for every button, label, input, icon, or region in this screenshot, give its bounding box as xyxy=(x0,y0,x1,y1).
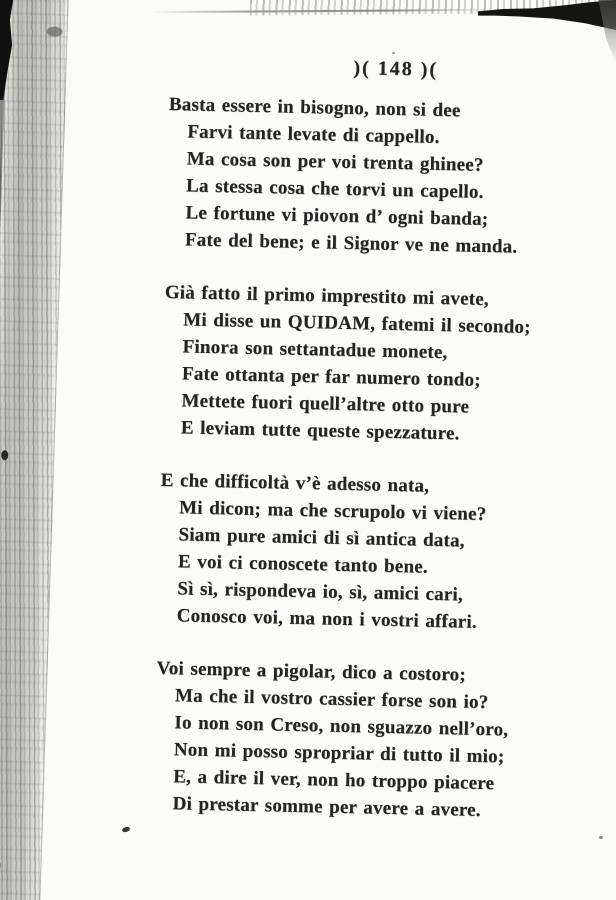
ink-smudge xyxy=(46,26,62,36)
page-body xyxy=(0,49,616,852)
stanza xyxy=(166,91,615,263)
poem-line: Sì sì, rispondeva io, sì, amici cari, xyxy=(177,578,464,606)
stanza xyxy=(153,655,602,827)
poem-line: La stessa cosa che torvi un capello. xyxy=(185,175,484,203)
poem-line: Fate del bene; e il Signor ve ne manda. xyxy=(184,229,518,258)
poem-line: Farvi tante levate di cappello. xyxy=(187,121,440,148)
ink-speck xyxy=(599,836,603,839)
ink-speck xyxy=(392,52,395,54)
poem-line: Finora son settantadue monete, xyxy=(182,336,448,364)
poem-line: Ma che il vostro cassier forse son io? xyxy=(174,685,489,714)
stanza xyxy=(162,279,611,451)
stanza xyxy=(157,467,606,639)
poem-line: E leviam tutte queste spezzature. xyxy=(180,417,460,445)
poem-line: Fate ottanta per far numero tondo; xyxy=(181,363,481,391)
poem-line: Io non son Creso, non sguazzo nell’oro, xyxy=(174,712,509,741)
poem-line: Non mi posso spropriar di tutto il mio; xyxy=(173,739,505,768)
poem-line: E voi ci conoscete tanto bene. xyxy=(177,551,429,578)
poem-line: Voi sempre a pigolar, dico a costoro; xyxy=(156,657,467,686)
poem-line: Mi disse un QUIDAM, fatemi il secondo; xyxy=(182,309,531,338)
page-number-header: )( 148 )( xyxy=(353,56,439,81)
poem-line: Conosco voi, ma non i vostri affari. xyxy=(176,605,478,633)
poem-line: Ma cosa son per voi trenta ghinee? xyxy=(186,148,484,176)
poem-line: Siam pure amici di sì antica data, xyxy=(178,524,465,552)
poem-line: Mettete fuori quell’altre otto pure xyxy=(181,390,470,418)
poem-line: E che difficoltà v’è adesso nata, xyxy=(160,469,430,497)
poem-line: Basta essere in bisogno, non si dee xyxy=(168,93,461,122)
poem-line: E, a dire il ver, non ho troppo piacere xyxy=(173,766,495,795)
poem-line: Di prestar somme per avere a avere. xyxy=(172,793,481,821)
poem-line: Le fortune vi piovon d’ ogni banda; xyxy=(185,202,489,230)
poem-line: Mi dicon; ma che scrupolo vi viene? xyxy=(178,497,487,525)
ink-smudge xyxy=(0,855,1,875)
poem-line: Già fatto il primo imprestito mi avete, xyxy=(164,281,490,310)
